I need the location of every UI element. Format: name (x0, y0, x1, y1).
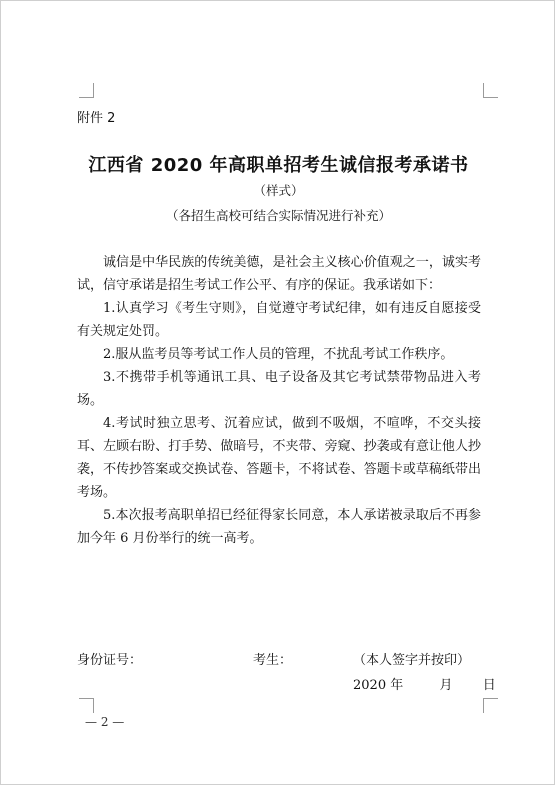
pledge-item-4: 4.考试时独立思考、沉着应试，做到不吸烟，不喧哗，不交头接耳、左顾右盼、打手势、做暗号，不夹带、旁窥、抄袭或有意让他人抄袭，不传抄答案或交换试卷、答题卡，不将试卷、答题卡或草稿纸带出考场。 (77, 416, 481, 500)
document-title: 江西省 2020 年高职单招考生诚信报考承诺书 (88, 155, 469, 176)
date-year: 2020 年 (353, 678, 404, 693)
crop-mark-bottom-right (483, 698, 498, 713)
crop-mark-bottom-left (79, 698, 94, 713)
pledge-body (77, 251, 481, 550)
pledge-item-5: 5.本次报考高职单招已经征得家长同意，本人承诺被录取后不再参加今年 6 月份举行的统一高考。 (77, 508, 481, 546)
sample-label: （样式） (253, 183, 304, 198)
crop-mark-top-left (79, 83, 94, 98)
date-month: 月 (439, 678, 453, 693)
date-day: 日 (482, 678, 496, 693)
id-number-label: 身份证号： (77, 653, 143, 668)
signature-date (353, 674, 496, 693)
pledge-item-2: 2.服从监考员等考试工作人员的管理，不扰乱考试工作秩序。 (103, 347, 454, 362)
pledge-item-1: 1.认真学习《考生守则》，自觉遵守考试纪律，如有违反自愿接受有关规定处罚。 (77, 301, 481, 339)
signature-note: （本人签字并按印） (353, 653, 471, 668)
examinee-label: 考生： (253, 653, 293, 668)
page-number: — 2 — (85, 715, 125, 729)
pledge-item-3: 3.不携带手机等通讯工具、电子设备及其它考试禁带物品进入考场。 (77, 370, 481, 408)
attachment-label: 附件 2 (77, 111, 116, 126)
crop-mark-top-right (483, 83, 498, 98)
supplement-note: （各招生高校可结合实际情况进行补充） (165, 208, 391, 223)
intro-paragraph: 诚信是中华民族的传统美德，是社会主义核心价值观之一，诚实考试，信守承诺是招生考试工作公平、有序的保证。我承诺如下： (77, 255, 481, 293)
